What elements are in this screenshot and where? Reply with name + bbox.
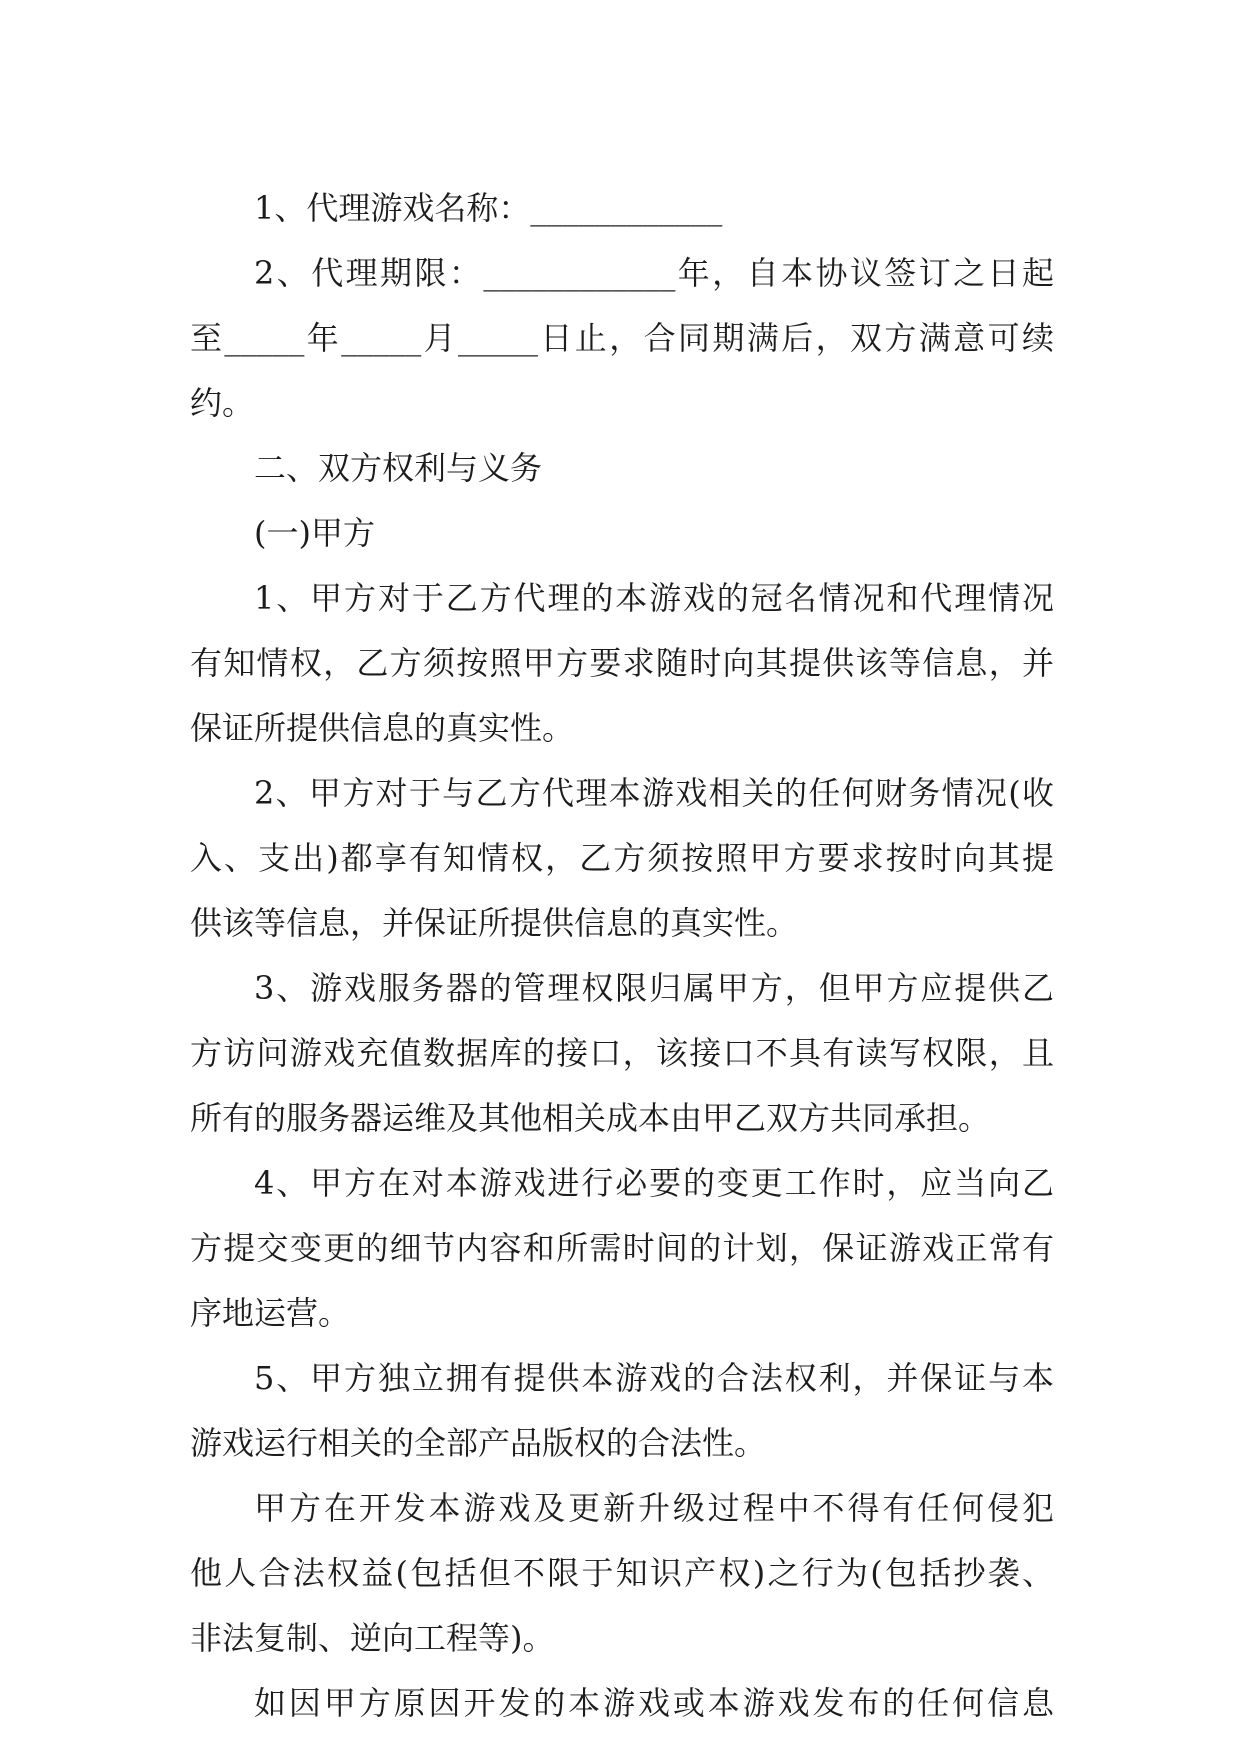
- paragraph-line: 如因甲方原因开发的本游戏或本游戏发布的任何信息: [254, 1684, 1054, 1722]
- subsection-heading: (一)甲方: [254, 514, 375, 552]
- paragraph-line: 1、代理游戏名称：____________: [254, 189, 723, 227]
- paragraph-game-name: [190, 176, 1054, 241]
- subsection-heading-party-a: [190, 501, 1054, 566]
- clause-5-infringement: [190, 1476, 1054, 1671]
- paragraph-line: 有知情权，乙方须按照甲方要求随时向其提供该等信息，并: [190, 644, 1054, 682]
- clause-1: [190, 566, 1054, 761]
- paragraph-line: 保证所提供信息的真实性。: [190, 709, 575, 747]
- paragraph-line: 序地运营。: [190, 1294, 351, 1332]
- paragraph-line: 他人合法权益(包括但不限于知识产权)之行为(包括抄袭、: [190, 1554, 1054, 1592]
- paragraph-line: 方提交变更的细节内容和所需时间的计划，保证游戏正常有: [190, 1229, 1054, 1267]
- clause-4: [190, 1151, 1054, 1346]
- paragraph-line: 2、甲方对于与乙方代理本游戏相关的任何财务情况(收: [254, 774, 1054, 812]
- paragraph-line: 游戏运行相关的全部产品版权的合法性。: [190, 1424, 767, 1462]
- paragraph-line: 2、代理期限：____________年，自本协议签订之日起: [254, 254, 1054, 292]
- paragraph-line: 约。: [190, 384, 255, 422]
- paragraph-line: 所有的服务器运维及其他相关成本由甲乙双方共同承担。: [190, 1099, 991, 1137]
- paragraph-line: 非法复制、逆向工程等)。: [190, 1619, 555, 1657]
- paragraph-line: 4、甲方在对本游戏进行必要的变更工作时，应当向乙: [254, 1164, 1054, 1202]
- section-heading: 二、双方权利与义务: [254, 449, 543, 487]
- paragraph-line: 3、游戏服务器的管理权限归属甲方，但甲方应提供乙: [254, 969, 1054, 1007]
- paragraph-line: 供该等信息，并保证所提供信息的真实性。: [190, 904, 799, 942]
- paragraph-line: 1、甲方对于乙方代理的本游戏的冠名情况和代理情况: [254, 579, 1054, 617]
- document-body: [190, 176, 1054, 1736]
- clause-5-liability: [190, 1671, 1054, 1736]
- clause-2: [190, 761, 1054, 956]
- clause-3: [190, 956, 1054, 1151]
- clause-5: [190, 1346, 1054, 1476]
- paragraph-line: 方访问游戏充值数据库的接口，该接口不具有读写权限，且: [190, 1034, 1054, 1072]
- section-heading-rights-obligations: [190, 436, 1054, 501]
- paragraph-line: 5、甲方独立拥有提供本游戏的合法权利，并保证与本: [254, 1359, 1054, 1397]
- paragraph-line: 至_____年_____月_____日止，合同期满后，双方满意可续: [190, 319, 1054, 357]
- paragraph-line: 甲方在开发本游戏及更新升级过程中不得有任何侵犯: [254, 1489, 1054, 1527]
- paragraph-agency-term: [190, 241, 1054, 436]
- paragraph-line: 入、支出)都享有知情权，乙方须按照甲方要求按时向其提: [190, 839, 1054, 877]
